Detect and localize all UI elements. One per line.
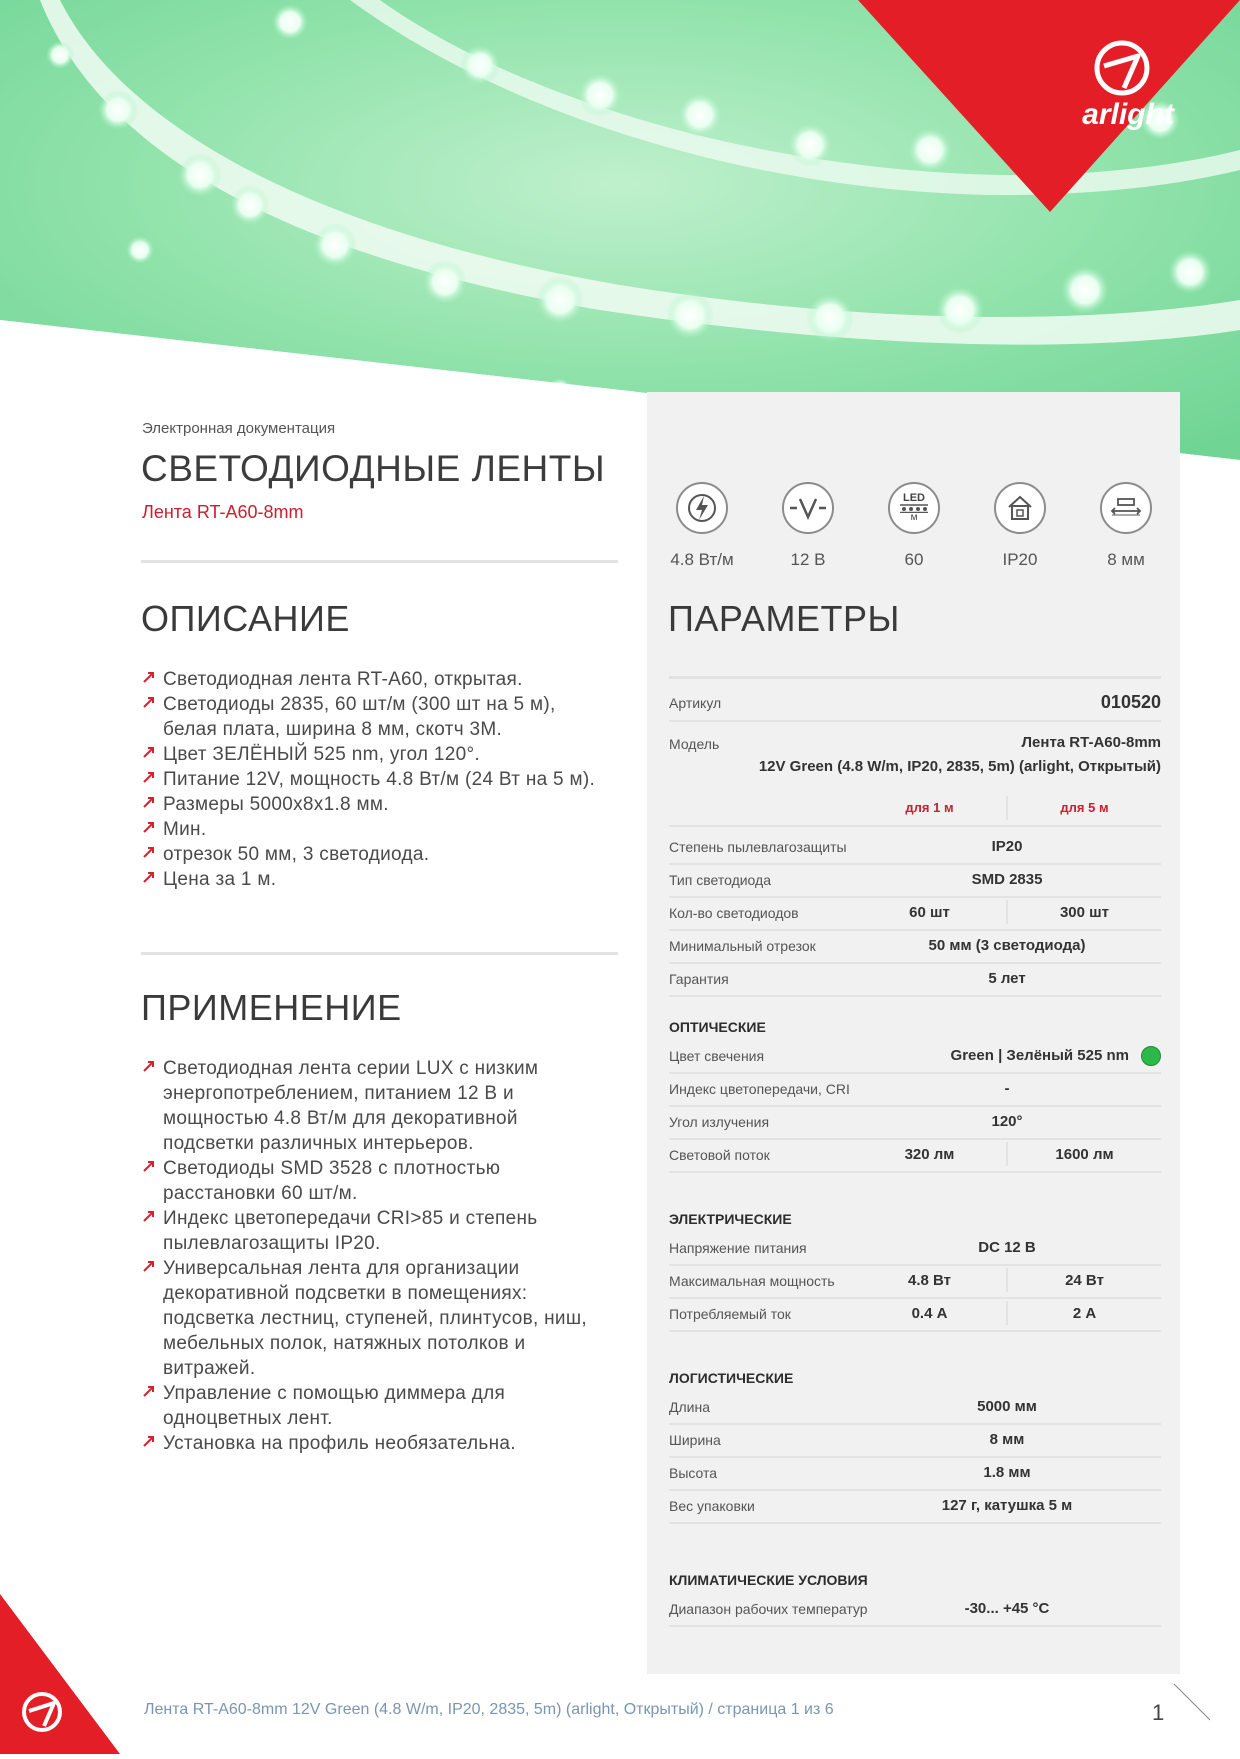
list-item-text: Светодиодная лента RT-A60, открытая. (163, 669, 523, 690)
param-row (669, 1138, 1161, 1173)
param-label: Максимальная мощность (669, 1273, 835, 1289)
param-value-per-1m: 0.4 А (911, 1305, 948, 1322)
param-label: Цвет свечения (669, 1048, 765, 1064)
red-arrow-bullet-icon (142, 795, 156, 809)
param-value: 5 лет (988, 970, 1026, 987)
param-label: Высота (669, 1465, 718, 1481)
list-item (142, 742, 597, 767)
param-label: Гарантия (669, 971, 729, 987)
list-item-text: Установка на профиль необязательна. (163, 1433, 516, 1454)
list-item (142, 1256, 597, 1381)
param-label: Потребляемый ток (669, 1306, 791, 1322)
spec-power (657, 482, 747, 570)
page-corner-line (1172, 1682, 1212, 1727)
param-value-per-1m: 320 лм (904, 1146, 955, 1163)
param-row (669, 1423, 1161, 1458)
list-item (142, 867, 597, 892)
param-value: Green | Зелёный 525 nm (950, 1047, 1129, 1064)
list-item (142, 792, 597, 817)
param-row (669, 962, 1161, 997)
led-icon-label: LED (903, 492, 925, 504)
footer-text: Лента RT-A60-8mm 12V Green (4.8 W/m, IP20, 2835, 5m) (arlight, Открытый) / страница 1 из 6 (144, 1701, 834, 1718)
param-value: DC 12 В (978, 1239, 1036, 1256)
param-label: Световой поток (669, 1147, 770, 1163)
red-arrow-bullet-icon (142, 870, 156, 884)
param-row (669, 1039, 1161, 1074)
param-row (669, 1456, 1161, 1491)
list-item-text: Управление с помощью диммера для одноцветных лент. (163, 1383, 506, 1429)
param-row (669, 863, 1161, 898)
list-item-text: Цвет ЗЕЛЁНЫЙ 525 nm, угол 120°. (163, 744, 480, 765)
param-group-title: ЛОГИСТИЧЕСКИЕ (669, 1370, 794, 1386)
list-item (142, 1206, 597, 1256)
param-row (669, 1231, 1161, 1266)
spec-width (1081, 482, 1171, 570)
red-arrow-bullet-icon (142, 1259, 156, 1273)
color-swatch-icon (1141, 1046, 1161, 1066)
svg-text:arlight: arlight (1082, 98, 1174, 131)
param-label: Ширина (669, 1432, 721, 1448)
param-label: Диапазон рабочих температур (669, 1601, 868, 1617)
param-row (669, 1105, 1161, 1140)
red-arrow-bullet-icon (142, 770, 156, 784)
red-arrow-bullet-icon (142, 845, 156, 859)
voltage-icon (782, 482, 834, 534)
param-value: 8 мм (989, 1431, 1025, 1448)
list-item (142, 817, 597, 842)
list-item (142, 1381, 597, 1431)
spec-led-density (869, 482, 959, 570)
param-value-per-5m: 24 Вт (1006, 1268, 1161, 1292)
param-column-headers (669, 792, 1161, 827)
param-label: Индекс цветопередачи, CRI (669, 1081, 850, 1097)
red-arrow-bullet-icon (142, 1209, 156, 1223)
list-item-text: Питание 12V, мощность 4.8 Вт/м (24 Вт на 5 м). (163, 769, 596, 790)
param-label: Угол излучения (669, 1114, 770, 1130)
red-arrow-bullet-icon (142, 1384, 156, 1398)
spec-power-value: 4.8 Вт/м (670, 550, 734, 569)
arlight-logo (1040, 18, 1220, 138)
spec-led-density-value: 60 (904, 550, 924, 569)
red-arrow-bullet-icon (142, 1434, 156, 1448)
article-number: 010520 (1100, 692, 1161, 712)
arlight-corner-logo (0, 1594, 120, 1754)
red-arrow-bullet-icon (142, 670, 156, 684)
param-label: Артикул (669, 695, 722, 711)
param-value: 127 г, катушка 5 м (941, 1497, 1073, 1514)
param-row (669, 929, 1161, 964)
list-item (142, 667, 597, 692)
red-arrow-bullet-icon (142, 820, 156, 834)
param-row (669, 1297, 1161, 1332)
page-number: 1 (1152, 1700, 1165, 1725)
ip-rating-house-icon (994, 482, 1046, 534)
param-label: Напряжение питания (669, 1240, 807, 1256)
led-icon-unit: м (910, 512, 918, 523)
list-item-text: Индекс цветопередачи CRI>85 и степень пылевлагозащиты IP20. (163, 1208, 538, 1254)
list-item (142, 842, 597, 867)
model-line-1: Лента RT-A60-8mm (1021, 734, 1161, 751)
application-heading: ПРИМЕНЕНИЕ (141, 987, 402, 1028)
param-value-per-5m: 1600 лм (1006, 1142, 1161, 1166)
spec-ip-value: IP20 (1002, 550, 1038, 569)
param-label: Длина (669, 1399, 710, 1415)
parameters-heading: ПАРАМЕТРЫ (668, 598, 900, 639)
param-row (669, 830, 1161, 865)
param-row (669, 896, 1161, 931)
red-arrow-bullet-icon (142, 1059, 156, 1073)
param-row (669, 1390, 1161, 1425)
list-item (142, 692, 597, 742)
param-value-per-1m: 4.8 Вт (907, 1272, 951, 1289)
list-item (142, 1156, 597, 1206)
param-group-title: ЭЛЕКТРИЧЕСКИЕ (669, 1211, 792, 1227)
param-value: IP20 (991, 838, 1023, 855)
param-value: 5000 мм (977, 1398, 1037, 1415)
list-item-text: отрезок 50 мм, 3 светодиода. (163, 844, 430, 865)
divider (141, 560, 618, 563)
param-label: Модель (669, 736, 720, 752)
list-item-text: Размеры 5000x8x1.8 мм. (163, 794, 389, 815)
power-icon (676, 482, 728, 534)
param-label: Тип светодиода (669, 872, 771, 888)
param-group-title: КЛИМАТИЧЕСКИЕ УСЛОВИЯ (669, 1572, 868, 1588)
param-label: Степень пылевлагозащиты (669, 839, 847, 855)
document-label: Электронная документация (142, 420, 336, 437)
param-label: Кол-во светодиодов (669, 905, 799, 921)
list-item-text: Светодиодная лента серии LUX с низким энергопотреблением, питанием 12 В и мощностью 4.8 Вт/м для декоративной подсветки различных интерьеров. (163, 1058, 539, 1154)
param-value-per-5m: 2 А (1006, 1301, 1161, 1325)
param-row (669, 1489, 1161, 1524)
application-list (142, 1056, 597, 1456)
description-list (142, 667, 597, 892)
divider (141, 952, 618, 955)
param-value-per-5m: 300 шт (1006, 900, 1161, 924)
param-value: 120° (991, 1113, 1023, 1130)
led-per-meter-icon (888, 482, 940, 534)
list-item-text: Цена за 1 м. (163, 869, 277, 890)
product-subtitle: Лента RT-A60-8mm (142, 502, 304, 522)
param-value: - (1004, 1080, 1010, 1097)
list-item (142, 1056, 597, 1156)
param-value: 1.8 мм (983, 1464, 1031, 1481)
column-header-per-5m: для 5 м (1006, 796, 1161, 820)
list-item-text: Универсальная лента для организации декоративной подсветки в помещениях: подсветка лестниц, ступеней, плинтусов, ниш, мебельных полок, натяжных потолков и витражей. (163, 1258, 587, 1379)
spec-ip-rating (975, 482, 1065, 570)
param-value: SMD 2835 (971, 871, 1043, 888)
page-title: СВЕТОДИОДНЫЕ ЛЕНТЫ (141, 448, 606, 489)
param-value-per-1m: 60 шт (909, 904, 950, 921)
divider (669, 676, 1161, 679)
description-heading: ОПИСАНИЕ (141, 598, 350, 639)
param-group-title: ОПТИЧЕСКИЕ (669, 1019, 766, 1035)
spec-voltage (763, 482, 853, 570)
column-header-per-1m: для 1 м (905, 800, 954, 815)
param-row (669, 1592, 1161, 1627)
list-item-text: Мин. (163, 819, 207, 840)
red-arrow-bullet-icon (142, 1159, 156, 1173)
param-value: 50 мм (3 светодиода) (928, 937, 1086, 954)
param-label: Минимальный отрезок (669, 938, 816, 954)
param-value: -30... +45 °С (964, 1600, 1050, 1617)
list-item-text: Светодиоды 2835, 60 шт/м (300 шт на 5 м), белая плата, ширина 8 мм, скотч 3M. (163, 694, 556, 740)
spec-voltage-value: 12 В (790, 550, 826, 569)
model-line-2: 12V Green (4.8 W/m, IP20, 2835, 5m) (arlight, Открытый) (758, 758, 1161, 775)
list-item (142, 767, 597, 792)
param-row (669, 1264, 1161, 1299)
param-row (669, 1072, 1161, 1107)
width-icon (1100, 482, 1152, 534)
red-arrow-bullet-icon (142, 745, 156, 759)
param-row-article (669, 686, 1161, 722)
list-item (142, 1431, 597, 1456)
spec-width-value: 8 мм (1107, 550, 1145, 569)
param-label: Вес упаковки (669, 1498, 755, 1514)
list-item-text: Светодиоды SMD 3528 с плотностью расстановки 60 шт/м. (163, 1158, 501, 1204)
param-row-model (669, 728, 1161, 782)
red-arrow-bullet-icon (142, 695, 156, 709)
